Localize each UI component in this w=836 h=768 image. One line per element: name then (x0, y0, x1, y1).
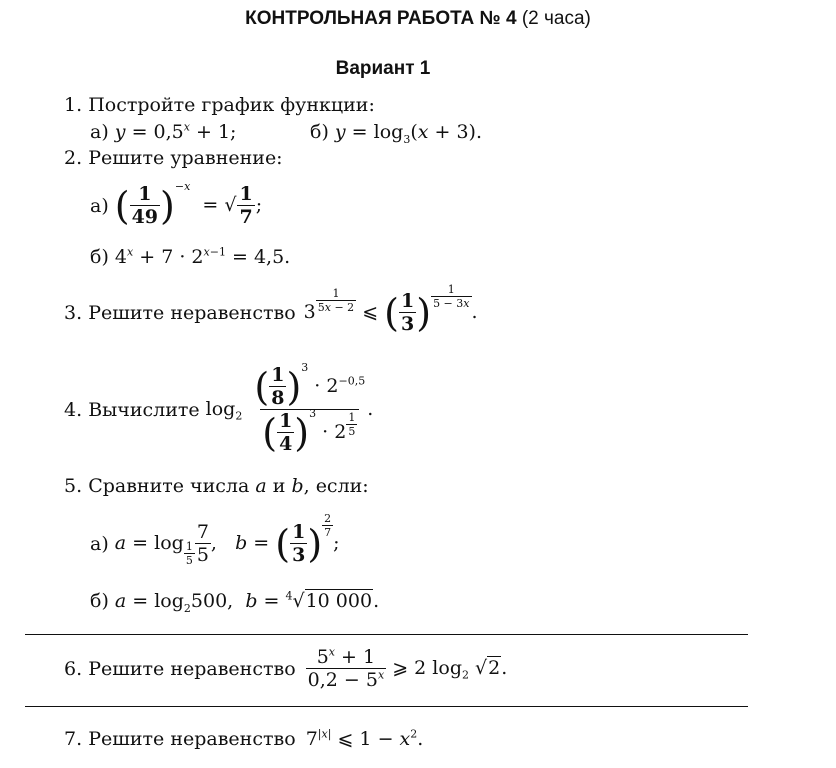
formula-4: $\log_2$ ( $\frac{1}{8}$ )$^3 \cdot 2^{-0,5}$ ( $\frac{1}{4}$ )$^3$ · 2 $\frac{1}{5}$ . (205, 360, 374, 455)
task-2 (64, 149, 283, 168)
task-5-a (90, 511, 340, 574)
task-2-a-label: а) (90, 194, 109, 217)
formula-1a: $y = 0,5^x + 1$; (114, 120, 237, 143)
formula-5b: $a = \log_2500$, b = $^4$√10 000. (114, 589, 380, 615)
task-4-text: Вычислите (88, 398, 200, 421)
variant-title: Вариант 1 (335, 58, 431, 79)
task-1-a-label: а) (90, 121, 109, 143)
task-3-text: Решите неравенство (88, 301, 296, 324)
task-5-text: Сравните числа (88, 475, 250, 497)
work-duration: (2 часа) (521, 8, 591, 29)
formula-6: $\frac{5^x + 1}{0,2 - 5^x}$ ⩾ 2 $\log_2 √2$. (307, 645, 508, 691)
formula-3: 3 $\frac{1}{5x - 2}$ ⩽ ( $\frac{1}{3}$ ) $\frac{1}{5 - 3x}$ . (303, 282, 478, 335)
formula-2b: $4^x + 7 \cdot 2^{x-1} = 4,5$. (114, 245, 291, 268)
task-2-text: Решите уравнение: (88, 147, 283, 169)
task-5-number: 5. (64, 475, 83, 497)
page-title (0, 8, 836, 30)
formula-5a: a = log $\frac{1}{5}$ $\frac{7}{5}$ , b = ( $\frac{1}{3}$ ) $\frac{2}{7}$ ; (114, 511, 340, 567)
task-6 (64, 645, 507, 693)
task-2-a (90, 179, 263, 229)
task-6-number: 6. (64, 657, 83, 680)
task-2-number: 2. (64, 147, 83, 169)
task-5-b-label: б) (90, 590, 109, 612)
task-2-b (90, 245, 291, 268)
task-1-b-label: б) (310, 121, 329, 143)
task-7-number: 7. (64, 728, 83, 750)
task-1-text: Постройте график функции: (88, 94, 375, 116)
task-3-number: 3. (64, 301, 83, 324)
work-title: КОНТРОЛЬНАЯ РАБОТА № 4 (245, 8, 517, 29)
task-2-b-label: б) (90, 246, 109, 268)
task-5-a-label: а) (90, 532, 109, 555)
task-4-number: 4. (64, 398, 83, 421)
formula-1b: $y = \log_3(x + 3)$. (334, 121, 483, 146)
task-4 (64, 362, 373, 458)
task-3 (64, 282, 478, 341)
task-7-text: Решите неравенство (88, 728, 296, 750)
task-1-a (90, 120, 237, 143)
task-1-number: 1. (64, 94, 83, 116)
formula-2a: ( $\frac{1}{49}$ )$^{-x}$ = √ $\frac{1}{7}$ ; (114, 179, 263, 228)
divider-line (25, 706, 748, 707)
task-6-text: Решите неравенство (88, 657, 296, 680)
task-5-b (90, 589, 380, 615)
task-1-b (310, 121, 483, 146)
formula-7: $7^{|x|}$ ⩽ $1 - x^2$. (305, 727, 424, 750)
divider-line (25, 634, 748, 635)
task-5: 5. Сравните числа a и b, если: (64, 475, 369, 497)
task-7 (64, 727, 424, 750)
task-1 (64, 96, 375, 115)
